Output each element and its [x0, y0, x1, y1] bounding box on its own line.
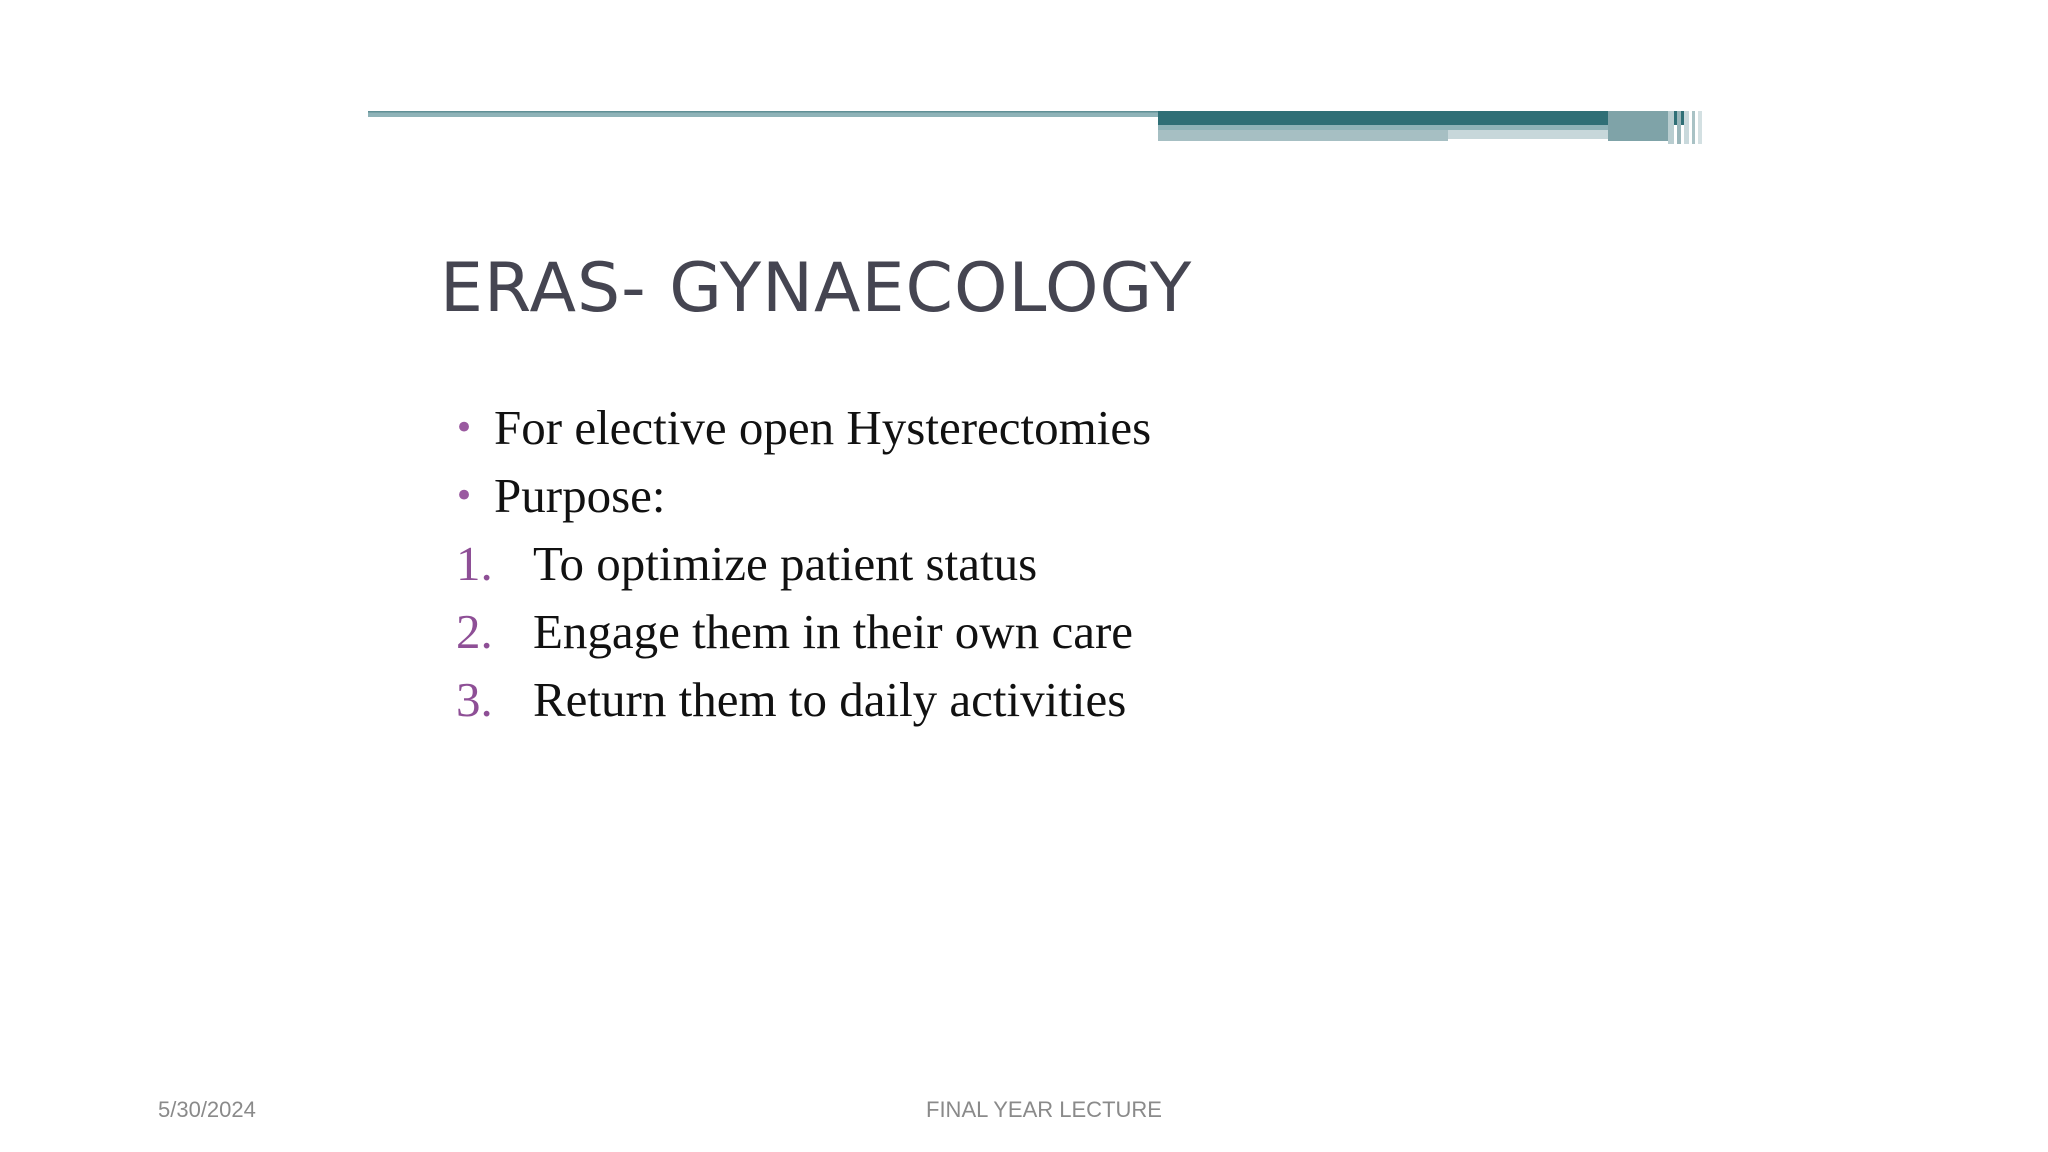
bullet-text: Purpose:	[494, 468, 666, 523]
bullet-dot-icon: •	[454, 476, 475, 516]
numbered-item-marker: 2.	[456, 604, 493, 659]
numbered-item-text: To optimize patient status	[533, 536, 1038, 591]
numbered-item-text: Engage them in their own care	[533, 604, 1134, 659]
header-decoration-graphic	[368, 108, 1704, 148]
bullet-text: For elective open Hysterectomies	[494, 400, 1152, 455]
numbered-item	[454, 666, 1654, 734]
bullet-item	[454, 394, 1654, 462]
numbered-item	[454, 598, 1654, 666]
footer-text: FINAL YEAR LECTURE	[926, 1097, 1162, 1122]
footer-date: 5/30/2024	[158, 1097, 256, 1122]
header-decoration	[368, 108, 1704, 148]
slide-content	[454, 394, 1654, 734]
bullet-item	[454, 462, 1654, 530]
numbered-item	[454, 530, 1654, 598]
bullet-dot-icon: •	[454, 408, 475, 448]
numbered-item-marker: 1.	[456, 536, 493, 591]
slide-title: ERAS- GYNAECOLOGY	[440, 249, 1193, 328]
numbered-item-marker: 3.	[456, 672, 493, 727]
numbered-item-text: Return them to daily activities	[533, 672, 1127, 727]
